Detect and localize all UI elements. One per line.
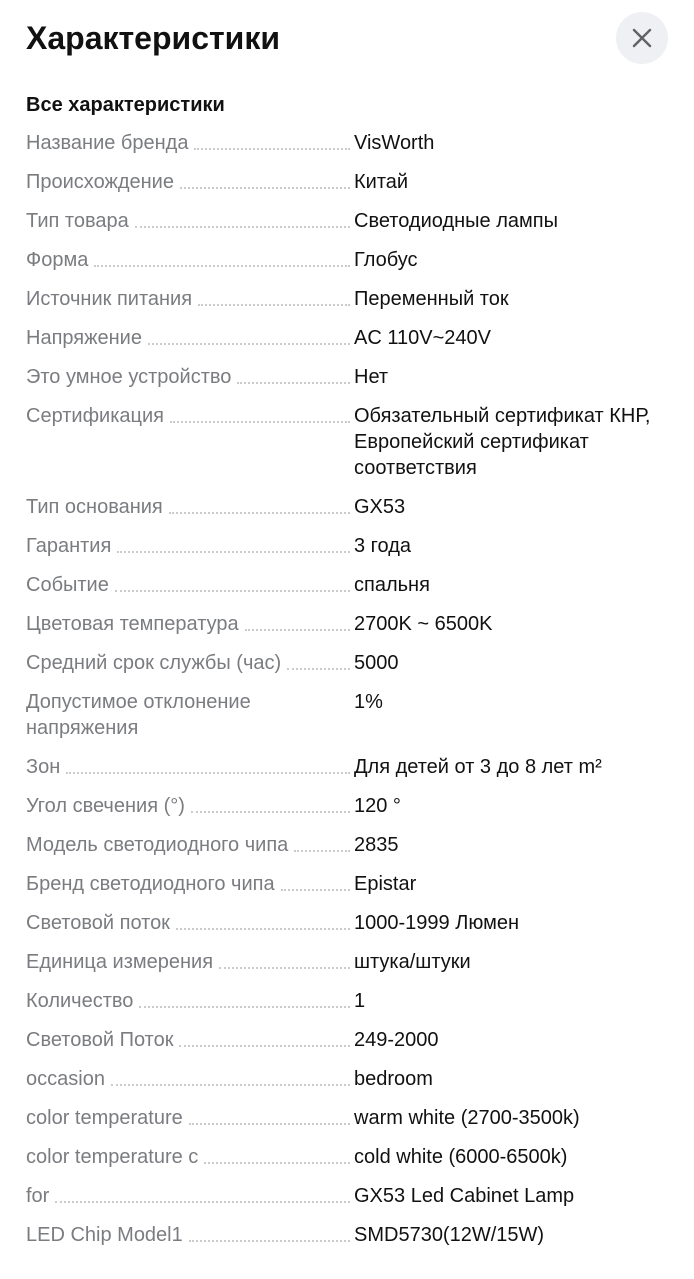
spec-value: Китай	[354, 171, 409, 193]
spec-row	[26, 1222, 656, 1261]
spec-value: cold white (6000-6500k)	[354, 1146, 568, 1168]
dot-leader	[204, 1144, 350, 1164]
sheet-header	[26, 16, 668, 66]
spec-row	[26, 1027, 656, 1066]
dot-leader	[198, 286, 350, 306]
spec-key: Средний срок службы (час)	[26, 650, 287, 676]
spec-value: warm white (2700-3500k)	[354, 1107, 580, 1129]
spec-value: Светодиодные лампы	[354, 210, 558, 232]
spec-row	[26, 650, 656, 689]
spec-value: SMD5730(12W/15W)	[354, 1224, 545, 1246]
dot-leader	[66, 754, 350, 774]
spec-row	[26, 208, 656, 247]
dot-leader	[219, 949, 350, 969]
dot-leader	[176, 910, 350, 930]
spec-value: штука/штуки	[354, 951, 471, 973]
spec-key: Количество	[26, 988, 139, 1014]
spec-value: AC 110V~240V	[354, 327, 491, 349]
spec-key: Световой поток	[26, 910, 176, 936]
spec-value: Обязательный сертификат КНР, Европейский сертификат соответствия	[354, 405, 651, 479]
spec-key: Напряжение	[26, 325, 148, 351]
dot-leader	[55, 1183, 350, 1203]
spec-key: Происхождение	[26, 169, 180, 195]
spec-key: for	[26, 1183, 55, 1209]
spec-row	[26, 793, 656, 832]
spec-key: Зон	[26, 754, 66, 780]
spec-key: Тип товара	[26, 208, 135, 234]
spec-value: GX53 Led Cabinet Lamp	[354, 1185, 575, 1207]
spec-row	[26, 286, 656, 325]
dot-leader	[139, 988, 350, 1008]
spec-row	[26, 689, 656, 754]
spec-row	[26, 533, 656, 572]
spec-value: 1%	[354, 691, 383, 713]
section-title: Все характеристики	[26, 94, 225, 116]
spec-value: 2700K ~ 6500K	[354, 613, 493, 635]
dot-leader	[94, 247, 350, 267]
spec-value: Глобус	[354, 249, 418, 271]
spec-value: 2835	[354, 834, 399, 856]
dot-leader	[169, 494, 350, 514]
spec-key: Источник питания	[26, 286, 198, 312]
spec-row	[26, 364, 656, 403]
spec-value: 1000-1999 Люмен	[354, 912, 520, 934]
spec-row	[26, 494, 656, 533]
dot-leader	[179, 1027, 350, 1047]
spec-key: Бренд светодиодного чипа	[26, 871, 281, 897]
spec-key: Световой Поток	[26, 1027, 179, 1053]
spec-row	[26, 832, 656, 871]
spec-row	[26, 403, 656, 494]
spec-key: Единица измерения	[26, 949, 219, 975]
spec-key: occasion	[26, 1066, 111, 1092]
spec-value: 249-2000	[354, 1029, 439, 1051]
spec-row	[26, 871, 656, 910]
spec-key: Это умное устройство	[26, 364, 237, 390]
spec-value: 5000	[354, 652, 399, 674]
spec-value: VisWorth	[354, 132, 435, 154]
spec-value: Нет	[354, 366, 389, 388]
dot-leader	[148, 325, 350, 345]
spec-row	[26, 754, 656, 793]
spec-row	[26, 910, 656, 949]
spec-row	[26, 325, 656, 364]
spec-key: Допустимое отклонение напряжения	[26, 689, 332, 741]
dot-leader	[135, 208, 350, 228]
dot-leader	[281, 871, 350, 891]
dot-leader	[180, 169, 350, 189]
spec-key: Гарантия	[26, 533, 117, 559]
dot-leader	[189, 1105, 350, 1125]
spec-value: Epistar	[354, 873, 417, 895]
spec-value: 120 °	[354, 795, 401, 817]
spec-row	[26, 247, 656, 286]
spec-key: Событие	[26, 572, 115, 598]
dot-leader	[294, 832, 350, 852]
spec-value: 1	[354, 990, 366, 1012]
spec-key: LED Chip Model1	[26, 1222, 189, 1248]
spec-value: GX53	[354, 496, 406, 518]
spec-value: bedroom	[354, 1068, 433, 1090]
dot-leader	[111, 1066, 350, 1086]
spec-value: Для детей от 3 до 8 лет m²	[354, 756, 602, 778]
spec-row	[26, 1066, 656, 1105]
spec-row	[26, 988, 656, 1027]
spec-value: спальня	[354, 574, 430, 596]
spec-row	[26, 611, 656, 650]
spec-row	[26, 1105, 656, 1144]
page-title: Характеристики	[26, 20, 281, 56]
spec-key: Название бренда	[26, 130, 194, 156]
dot-leader	[117, 533, 350, 553]
dot-leader	[194, 130, 350, 150]
spec-key: Модель светодиодного чипа	[26, 832, 294, 858]
dot-leader	[189, 1222, 350, 1242]
dot-leader	[237, 364, 350, 384]
spec-key: color temperature c	[26, 1144, 204, 1170]
dot-leader	[115, 572, 350, 592]
spec-row	[26, 1183, 656, 1222]
spec-row	[26, 130, 656, 169]
spec-key: Тип основания	[26, 494, 169, 520]
spec-key: Цветовая температура	[26, 611, 245, 637]
spec-row	[26, 1144, 656, 1183]
spec-row	[26, 572, 656, 611]
dot-leader	[170, 403, 350, 423]
dot-leader	[191, 793, 350, 813]
specs-list	[26, 130, 656, 1261]
spec-value: 3 года	[354, 535, 412, 557]
spec-key: Форма	[26, 247, 94, 273]
spec-key: Сертификация	[26, 403, 170, 429]
close-icon	[631, 27, 653, 49]
dot-leader	[245, 611, 350, 631]
dot-leader	[287, 650, 350, 670]
spec-value: Переменный ток	[354, 288, 509, 310]
spec-key: Угол свечения (°)	[26, 793, 191, 819]
close-button[interactable]	[616, 12, 668, 64]
spec-key: color temperature	[26, 1105, 189, 1131]
spec-row	[26, 949, 656, 988]
spec-row	[26, 169, 656, 208]
